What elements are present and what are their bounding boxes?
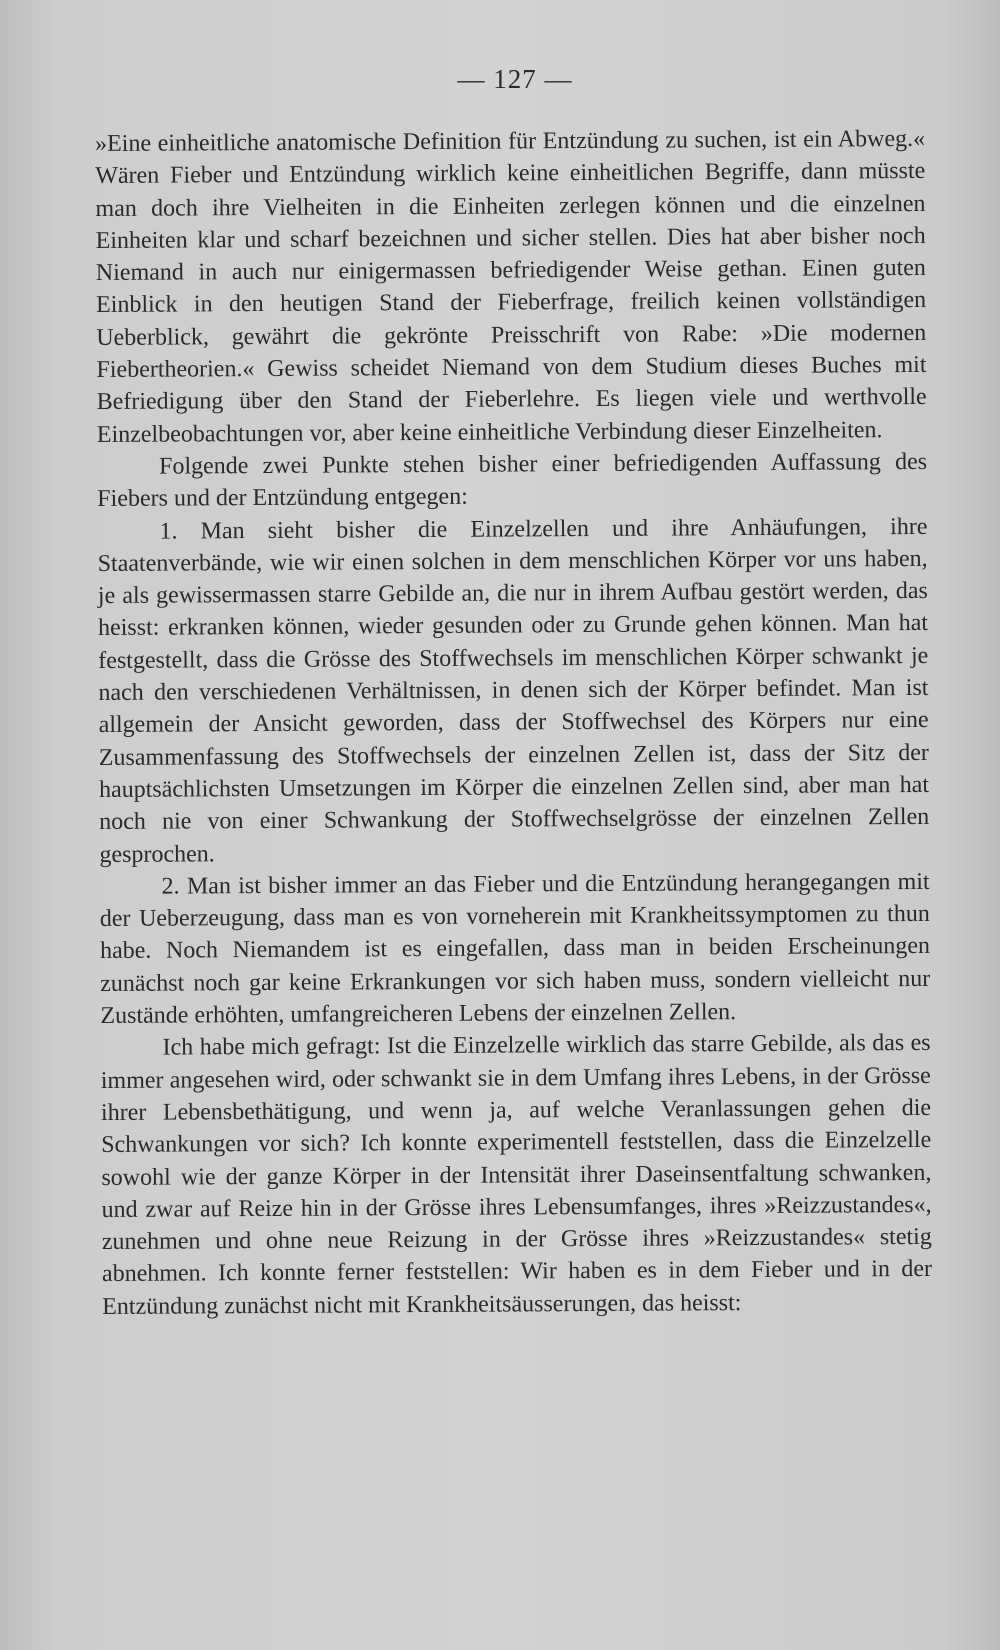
paragraph: Folgende zwei Punkte stehen bisher einer befriedigenden Auffassung des Fiebers und der Entzündung entgegen: [97, 448, 928, 513]
body-text [95, 123, 932, 1323]
page-number: — 127 — [457, 64, 573, 94]
paragraph: »Eine einheitliche anatomische Definition für Entzündung zu suchen, ist ein Abweg.« Wären Fieber und Entzündung wirklich keine einheitlichen Begriffe, dann müsste man doch ihre Vielheiten in die Einheiten zerlegen können und die einzelnen Einheiten klar und scharf bezeichnen und sicher stellen. Dies hat aber bisher noch Niemand in auch nur einigermassen befriedigender Weise gethan. Einen guten Einblick in den heutigen Stand der Fieberfrage, freilich keinen vollständigen Ueberblick, gewährt die gekrönte Preisschrift von Rabe: »Die modernen Fiebertheorien.« Gewiss scheidet Niemand von dem Studium dieses Buches mit Befriedigung über den Stand der Fieberlehre. Es liegen viele und werthvolle Einzelbeobachtungen vor, aber keine einheitliche Verbindung dieser Einzelheiten. [95, 125, 927, 448]
paragraph: 1. Man sieht bisher die Einzelzellen und ihre Anhäufungen, ihre Staatenverbände, wie wir einen solchen in dem menschlichen Körper vor uns haben, je als gewissermassen starre Gebilde an, die nur in ihrem Aufbau gestört werden, das heisst: erkranken können, wieder gesunden oder zu Grunde gehen können. Man hat festgestellt, dass die Grösse des Stoffwechsels im menschlichen Körper schwankt je nach den verschiedenen Verhältnissen, in denen sich der Körper befindet. Man ist allgemein der Ansicht geworden, dass der Stoffwechsel des Körpers nur eine Zusammenfassung des Stoffwechsels der einzelnen Zellen ist, dass der Sitz der hauptsächlichsten Umsetzungen im Körper die einzelnen Zellen sind, aber man hat noch nie von einer Schwankung der Stoffwechselgrösse der einzelnen Zellen gesprochen. [97, 513, 930, 868]
paragraph: 2. Man ist bisher immer an das Fieber und die Entzündung herangegangen mit der Ueberzeugung, dass man es von vorneherein mit Krankheitssymptomen zu thun habe. Noch Niemandem ist es eingefallen, dass man in beiden Erscheinungen zunächst noch gar keine Erkrankungen vor sich haben muss, sondern vielleicht nur Zustände erhöhten, umfangreicheren Lebens der einzelnen Zellen. [99, 868, 931, 1029]
paragraph: Ich habe mich gefragt: Ist die Einzelzelle wirklich das starre Gebilde, als das es immer angesehen wird, oder schwankt sie in dem Umfang ihres Lebens, in der Grösse ihrer Lebensbethätigung, und wenn ja, auf welche Veranlassungen gehen die Schwankungen vor sich? Ich konnte experimentell feststellen, dass die Einzelzelle sowohl wie der ganze Körper in der Intensität ihrer Daseinsentfaltung schwanken, und zwar auf Reize hin in der Grösse ihres Lebensumfanges, ihres »Reizzustandes«, zunehmen und ohne neue Reizung in der Grösse ihres »Reizzustandes« stetig abnehmen. Ich konnte ferner feststellen: Wir haben es in dem Fieber und in der Entzündung zunächst nicht mit Krankheitsäusserungen, das heisst: [100, 1030, 933, 1320]
